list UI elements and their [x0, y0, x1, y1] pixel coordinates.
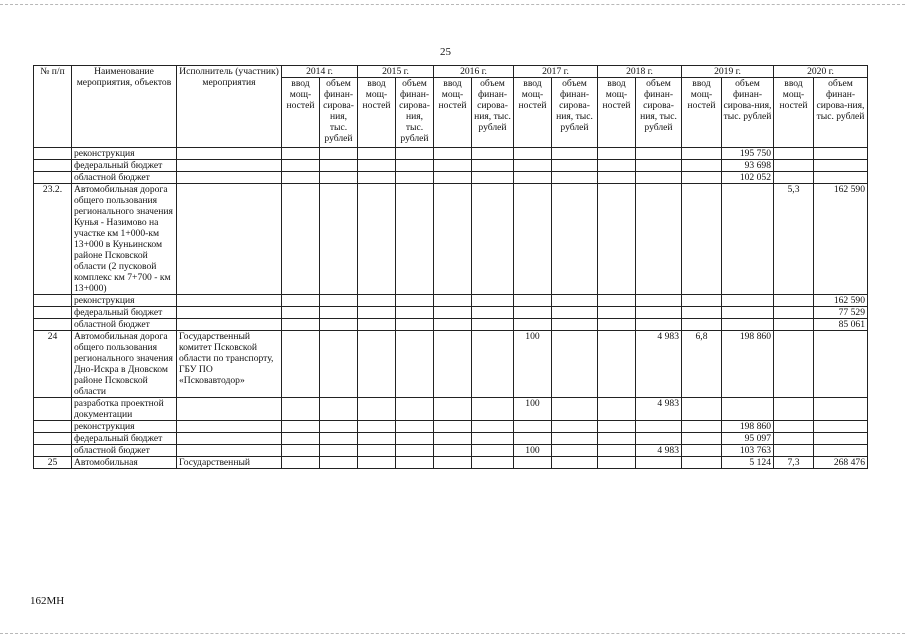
row-number [34, 398, 72, 421]
financing-cell [396, 160, 434, 172]
financing-cell [472, 457, 514, 469]
financing-cell [396, 184, 434, 295]
financing-cell [472, 172, 514, 184]
capacity-cell [598, 421, 636, 433]
capacity-cell [598, 295, 636, 307]
capacity-cell [358, 307, 396, 319]
financing-cell [396, 445, 434, 457]
capacity-cell [774, 433, 814, 445]
financing-table [33, 65, 868, 469]
capacity-cell [358, 445, 396, 457]
capacity-cell [358, 184, 396, 295]
capacity-cell [282, 319, 320, 331]
header-financing: объем финан-сирова-ния, тыс. рублей [552, 78, 598, 148]
capacity-cell [282, 160, 320, 172]
capacity-cell [434, 295, 472, 307]
capacity-cell [514, 160, 552, 172]
row-name: федеральный бюджет [72, 307, 177, 319]
capacity-cell [598, 148, 636, 160]
financing-cell [552, 184, 598, 295]
table-row [34, 457, 868, 469]
financing-cell [472, 295, 514, 307]
financing-cell [320, 295, 358, 307]
capacity-cell [358, 319, 396, 331]
financing-cell [552, 421, 598, 433]
financing-cell [320, 160, 358, 172]
financing-cell [552, 307, 598, 319]
financing-cell: 162 590 [814, 184, 868, 295]
row-executor [177, 307, 282, 319]
row-number [34, 148, 72, 160]
capacity-cell [598, 457, 636, 469]
row-name: Автомобильная дорога общего пользования регионального значения Кунья - Назимово на участке км 1+000-км 13+000 в Куньинском районе Псковской области (2 пусковой комплекс км 7+700 - км 13+000) [72, 184, 177, 295]
header-year-2019: 2019 г. [682, 66, 774, 78]
capacity-cell [598, 433, 636, 445]
financing-cell [396, 398, 434, 421]
financing-cell: 162 590 [814, 295, 868, 307]
scan-bottom-edge [0, 633, 905, 634]
financing-cell [472, 307, 514, 319]
row-executor [177, 160, 282, 172]
financing-cell [396, 172, 434, 184]
row-number [34, 295, 72, 307]
capacity-cell [682, 319, 722, 331]
capacity-cell [598, 172, 636, 184]
header-financing: объем финан-сирова-ния, тыс. рублей [722, 78, 774, 148]
row-name: реконструкция [72, 295, 177, 307]
financing-cell [814, 148, 868, 160]
financing-cell [552, 160, 598, 172]
row-number [34, 172, 72, 184]
financing-cell [320, 148, 358, 160]
financing-cell [814, 331, 868, 398]
capacity-cell [774, 148, 814, 160]
header-financing: объем финан-сирова-ния, тыс. рублей [472, 78, 514, 148]
financing-cell [472, 421, 514, 433]
financing-cell [472, 160, 514, 172]
table-row [34, 433, 868, 445]
row-name: федеральный бюджет [72, 433, 177, 445]
financing-cell: 5 124 [722, 457, 774, 469]
footer-code: 162МН [30, 595, 65, 607]
capacity-cell [282, 398, 320, 421]
header-executor: Исполнитель (участник) мероприятия [177, 66, 282, 148]
financing-cell [552, 148, 598, 160]
capacity-cell: 100 [514, 445, 552, 457]
financing-cell [396, 421, 434, 433]
financing-cell [472, 319, 514, 331]
header-capacity: ввод мощ-ностей [774, 78, 814, 148]
financing-cell: 85 061 [814, 319, 868, 331]
capacity-cell [682, 295, 722, 307]
capacity-cell [774, 421, 814, 433]
capacity-cell [282, 307, 320, 319]
capacity-cell [598, 319, 636, 331]
capacity-cell [282, 421, 320, 433]
financing-cell [396, 319, 434, 331]
financing-cell [722, 319, 774, 331]
row-name: Автомобильная дорога общего пользования регионального значения Дно-Искра в Дновском районе Псковской области [72, 331, 177, 398]
row-number: 24 [34, 331, 72, 398]
capacity-cell [598, 184, 636, 295]
financing-cell [552, 319, 598, 331]
capacity-cell [434, 433, 472, 445]
financing-cell [320, 457, 358, 469]
financing-cell [472, 433, 514, 445]
capacity-cell [514, 307, 552, 319]
header-capacity: ввод мощ-ностей [358, 78, 396, 148]
financing-cell [472, 148, 514, 160]
financing-cell [552, 172, 598, 184]
capacity-cell: 5,3 [774, 184, 814, 295]
header-name: Наименование мероприятия, объектов [72, 66, 177, 148]
financing-cell [552, 445, 598, 457]
financing-cell [722, 307, 774, 319]
capacity-cell [514, 148, 552, 160]
capacity-cell [514, 433, 552, 445]
row-number [34, 421, 72, 433]
financing-cell [722, 398, 774, 421]
financing-cell [722, 295, 774, 307]
financing-cell [552, 331, 598, 398]
capacity-cell [774, 445, 814, 457]
capacity-cell [514, 421, 552, 433]
row-number [34, 445, 72, 457]
financing-cell: 4 983 [636, 445, 682, 457]
financing-cell [552, 295, 598, 307]
capacity-cell: 100 [514, 331, 552, 398]
financing-cell [636, 433, 682, 445]
capacity-cell [682, 445, 722, 457]
header-year-2017: 2017 г. [514, 66, 598, 78]
row-name: реконструкция [72, 421, 177, 433]
capacity-cell [598, 445, 636, 457]
capacity-cell [282, 331, 320, 398]
row-executor [177, 295, 282, 307]
scan-top-edge [0, 4, 905, 5]
financing-cell [552, 457, 598, 469]
financing-cell [636, 319, 682, 331]
financing-cell [396, 433, 434, 445]
table-row [34, 160, 868, 172]
capacity-cell [282, 433, 320, 445]
financing-cell [396, 457, 434, 469]
financing-cell: 102 052 [722, 172, 774, 184]
row-executor: Государственный [177, 457, 282, 469]
capacity-cell [358, 331, 396, 398]
financing-cell [814, 160, 868, 172]
capacity-cell [434, 421, 472, 433]
capacity-cell [282, 184, 320, 295]
capacity-cell [282, 457, 320, 469]
capacity-cell: 100 [514, 398, 552, 421]
capacity-cell [434, 172, 472, 184]
capacity-cell [682, 172, 722, 184]
row-executor [177, 184, 282, 295]
row-executor [177, 421, 282, 433]
financing-cell: 268 476 [814, 457, 868, 469]
financing-cell [636, 307, 682, 319]
financing-cell: 77 529 [814, 307, 868, 319]
header-capacity: ввод мощ-ностей [514, 78, 552, 148]
financing-cell [472, 331, 514, 398]
capacity-cell [682, 398, 722, 421]
header-year-2018: 2018 г. [598, 66, 682, 78]
capacity-cell [774, 319, 814, 331]
financing-cell [636, 160, 682, 172]
capacity-cell [598, 398, 636, 421]
table-row [34, 307, 868, 319]
capacity-cell [358, 433, 396, 445]
header-financing: объем финан-сирова-ния, тыс. рублей [320, 78, 358, 148]
table-body [34, 148, 868, 469]
financing-cell: 95 097 [722, 433, 774, 445]
capacity-cell [774, 331, 814, 398]
header-row-years [34, 66, 868, 78]
financing-cell [396, 307, 434, 319]
financing-cell [320, 319, 358, 331]
capacity-cell [682, 433, 722, 445]
capacity-cell [358, 421, 396, 433]
row-executor [177, 433, 282, 445]
financing-cell [396, 295, 434, 307]
header-capacity: ввод мощ-ностей [282, 78, 320, 148]
financing-cell: 93 698 [722, 160, 774, 172]
capacity-cell [358, 148, 396, 160]
capacity-cell [358, 295, 396, 307]
row-number: 25 [34, 457, 72, 469]
row-executor [177, 319, 282, 331]
financing-cell: 103 763 [722, 445, 774, 457]
financing-cell [320, 433, 358, 445]
row-number: 23.2. [34, 184, 72, 295]
financing-cell: 4 983 [636, 398, 682, 421]
table-row [34, 445, 868, 457]
row-number [34, 319, 72, 331]
row-executor [177, 398, 282, 421]
financing-cell [636, 148, 682, 160]
table-row [34, 398, 868, 421]
header-financing: объем финан-сирова-ния, тыс. рублей [636, 78, 682, 148]
financing-cell: 198 860 [722, 331, 774, 398]
financing-cell [814, 433, 868, 445]
capacity-cell [434, 398, 472, 421]
capacity-cell: 7,3 [774, 457, 814, 469]
financing-cell [320, 445, 358, 457]
capacity-cell [682, 184, 722, 295]
table-row [34, 172, 868, 184]
header-financing: объем финан-сирова-ния, тыс. рублей [814, 78, 868, 148]
financing-cell [814, 445, 868, 457]
table-row [34, 331, 868, 398]
header-financing: объем финан-сирова-ния, тыс. рублей [396, 78, 434, 148]
financing-cell [472, 445, 514, 457]
capacity-cell [774, 398, 814, 421]
financing-cell [320, 331, 358, 398]
capacity-cell [358, 160, 396, 172]
capacity-cell [682, 148, 722, 160]
row-executor [177, 172, 282, 184]
table-row [34, 148, 868, 160]
financing-cell [722, 184, 774, 295]
capacity-cell [682, 421, 722, 433]
financing-cell [636, 295, 682, 307]
capacity-cell [682, 160, 722, 172]
row-name: разработка проектной документации [72, 398, 177, 421]
header-year-2016: 2016 г. [434, 66, 514, 78]
header-capacity: ввод мощ-ностей [682, 78, 722, 148]
table-row [34, 421, 868, 433]
capacity-cell [358, 398, 396, 421]
financing-cell [636, 184, 682, 295]
page-number: 25 [440, 46, 451, 58]
financing-cell [552, 398, 598, 421]
header-num: № п/п [34, 66, 72, 148]
financing-cell [814, 421, 868, 433]
financing-cell: 195 750 [722, 148, 774, 160]
capacity-cell [282, 295, 320, 307]
capacity-cell [598, 331, 636, 398]
row-executor [177, 445, 282, 457]
financing-cell [814, 398, 868, 421]
table-row [34, 295, 868, 307]
capacity-cell [598, 307, 636, 319]
header-capacity: ввод мощ-ностей [434, 78, 472, 148]
capacity-cell [682, 307, 722, 319]
row-number [34, 160, 72, 172]
capacity-cell [514, 184, 552, 295]
capacity-cell [434, 319, 472, 331]
capacity-cell [514, 295, 552, 307]
financing-cell [814, 172, 868, 184]
capacity-cell [514, 457, 552, 469]
table-row [34, 319, 868, 331]
financing-cell [552, 433, 598, 445]
capacity-cell [282, 172, 320, 184]
row-executor: Государственный комитет Псковской области по транспорту, ГБУ ПО «Псковавтодор» [177, 331, 282, 398]
row-name: федеральный бюджет [72, 160, 177, 172]
row-number [34, 307, 72, 319]
capacity-cell [598, 160, 636, 172]
financing-cell [396, 148, 434, 160]
capacity-cell [434, 445, 472, 457]
header-year-2015: 2015 г. [358, 66, 434, 78]
row-number [34, 433, 72, 445]
row-executor [177, 148, 282, 160]
capacity-cell [282, 148, 320, 160]
capacity-cell: 6,8 [682, 331, 722, 398]
financing-cell [472, 184, 514, 295]
financing-cell [320, 172, 358, 184]
header-year-2020: 2020 г. [774, 66, 868, 78]
capacity-cell [434, 148, 472, 160]
financing-cell [636, 172, 682, 184]
capacity-cell [434, 307, 472, 319]
table-row [34, 184, 868, 295]
capacity-cell [434, 457, 472, 469]
row-name: областной бюджет [72, 445, 177, 457]
financing-cell [636, 457, 682, 469]
capacity-cell [774, 160, 814, 172]
header-capacity: ввод мощ-ностей [598, 78, 636, 148]
financing-cell: 4 983 [636, 331, 682, 398]
capacity-cell [434, 331, 472, 398]
financing-cell [396, 331, 434, 398]
row-name: областной бюджет [72, 172, 177, 184]
financing-cell [636, 421, 682, 433]
row-name: реконструкция [72, 148, 177, 160]
financing-cell [320, 307, 358, 319]
capacity-cell [434, 184, 472, 295]
capacity-cell [514, 172, 552, 184]
capacity-cell [774, 307, 814, 319]
financing-cell [320, 421, 358, 433]
financing-cell [320, 398, 358, 421]
financing-cell [472, 398, 514, 421]
header-year-2014: 2014 г. [282, 66, 358, 78]
capacity-cell [682, 457, 722, 469]
financing-cell [320, 184, 358, 295]
capacity-cell [434, 160, 472, 172]
financing-cell: 198 860 [722, 421, 774, 433]
row-name: Автомобильная [72, 457, 177, 469]
capacity-cell [358, 457, 396, 469]
capacity-cell [282, 445, 320, 457]
capacity-cell [514, 319, 552, 331]
capacity-cell [774, 172, 814, 184]
row-name: областной бюджет [72, 319, 177, 331]
capacity-cell [774, 295, 814, 307]
capacity-cell [358, 172, 396, 184]
